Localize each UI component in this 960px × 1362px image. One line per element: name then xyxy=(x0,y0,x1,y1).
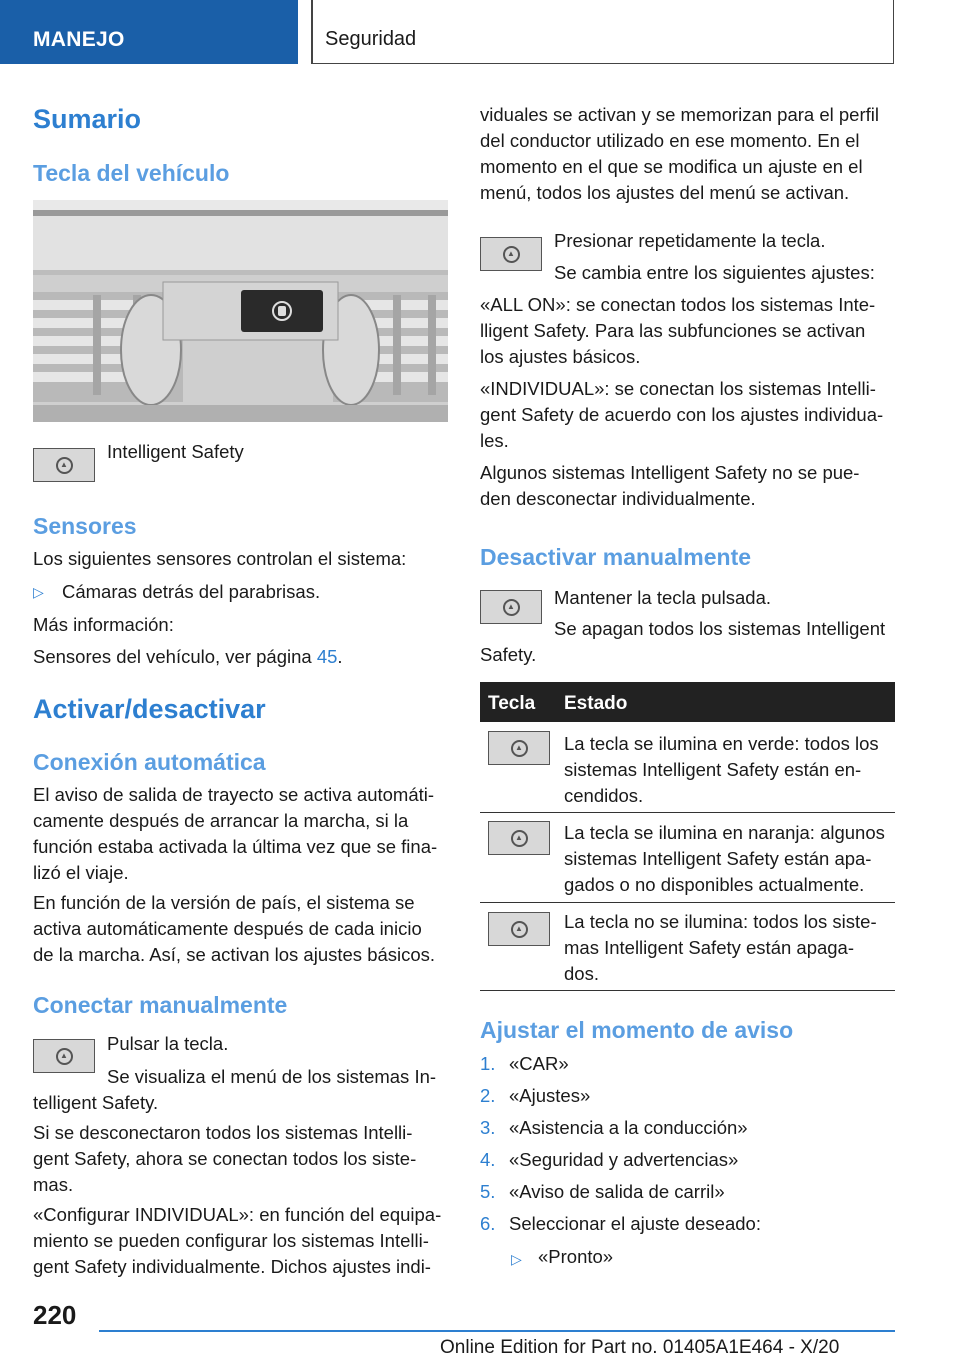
some-line-2: den desconectar individualmente. xyxy=(480,488,756,509)
step-number: 4. xyxy=(480,1149,496,1170)
table-row-3-line-1: La tecla no se ilumina: todos los siste‐ xyxy=(564,911,877,932)
auto-line-4: lizó el viaje. xyxy=(33,862,129,883)
table-bottom-border xyxy=(480,990,895,991)
right-air-vent xyxy=(323,292,448,405)
step-number: 3. xyxy=(480,1117,496,1138)
auto-p2-line-1: En función de la versión de país, el sistema se xyxy=(33,892,415,913)
press-line-1: Presionar repetidamente la tecla. xyxy=(554,230,826,251)
button-caption: Intelligent Safety xyxy=(107,441,244,462)
sensors-reference: Sensores del vehículo, ver página 45. xyxy=(33,646,343,667)
step-text: «Seguridad y advertencias» xyxy=(509,1149,739,1170)
sensors-text: Los siguientes sensores controlan el sistema: xyxy=(33,548,407,569)
step-text: «Ajustes» xyxy=(509,1085,591,1106)
table-row-1-line-1: La tecla se ilumina en verde: todos los xyxy=(564,733,879,754)
step-number: 2. xyxy=(480,1085,496,1106)
footer-rule xyxy=(99,1330,895,1332)
press-line-2: Se cambia entre los siguientes ajustes: xyxy=(554,262,875,283)
manual-p3-line-1: «Configurar INDIVIDUAL»: en función del equipa‐ xyxy=(33,1204,442,1225)
table-divider xyxy=(480,812,895,813)
manual-line-2: Se visualiza el menú de los sistemas In‐ xyxy=(107,1066,437,1087)
warning-time-heading: Ajustar el momento de aviso xyxy=(480,1017,794,1043)
cont-line-1: viduales se activan y se memorizan para el perfil xyxy=(480,104,879,125)
chapter-label: Seguridad xyxy=(325,28,417,50)
vehicle-key-illustration xyxy=(33,200,448,422)
more-info-label: Más información: xyxy=(33,614,174,635)
safety-button-icon: ▲ xyxy=(480,590,542,624)
step-text: «Aviso de salida de carril» xyxy=(509,1181,725,1202)
section-tab xyxy=(0,0,298,64)
step-text: Seleccionar el ajuste deseado: xyxy=(509,1213,761,1234)
auto-p2-line-2: activa automáticamente después de cada inicio xyxy=(33,918,422,939)
table-row-1-line-2: sistemas Intelligent Safety están en‐ xyxy=(564,759,862,780)
sensors-heading: Sensores xyxy=(33,513,137,539)
chapter-tab xyxy=(311,0,894,64)
auto-heading: Conexión automática xyxy=(33,749,266,775)
manual-line-3: telligent Safety. xyxy=(33,1092,159,1113)
manual-heading: Conectar manualmente xyxy=(33,992,288,1018)
indiv-line-3: les. xyxy=(480,430,509,451)
safety-button-icon: ▲ xyxy=(480,237,542,271)
step-text: «CAR» xyxy=(509,1053,569,1074)
cont-line-4: menú, todos los ajustes del menú se activan. xyxy=(480,182,850,203)
page-number: 220 xyxy=(33,1300,77,1330)
deactivate-heading: Desactivar manualmente xyxy=(480,544,752,570)
activate-heading: Activar/desactivar xyxy=(33,694,266,724)
left-air-vent xyxy=(33,292,183,405)
deact-line-1: Mantener la tecla pulsada. xyxy=(554,587,771,608)
manual-p2-line-2: gent Safety, ahora se conectan todos los siste‐ xyxy=(33,1148,417,1169)
sensors-item: Cámaras detrás del parabrisas. xyxy=(62,581,321,602)
some-line-1: Algunos sistemas Intelligent Safety no se pue‐ xyxy=(480,462,860,483)
auto-p2-line-3: de la marcha. Así, se activan los ajustes básicos. xyxy=(33,944,436,965)
subheading-key: Tecla del vehículo xyxy=(33,160,230,186)
manual-p2-line-1: Si se desconectaron todos los sistemas Intelli‐ xyxy=(33,1122,413,1143)
manual-p3-line-3: gent Safety individualmente. Dichos ajustes indi‐ xyxy=(33,1256,431,1277)
table-row-1-line-3: cendidos. xyxy=(564,785,644,806)
step-text: «Asistencia a la conducción» xyxy=(509,1117,748,1138)
safety-button-orange-icon: ▲ xyxy=(488,821,550,855)
cont-line-2: del conductor utilizado en ese momento. En el xyxy=(480,130,860,151)
safety-button-green-icon: ▲ xyxy=(488,731,550,765)
manual-p3-line-2: miento se pueden configurar los sistemas Intelli‐ xyxy=(33,1230,429,1251)
col-state-header: Estado xyxy=(564,693,628,714)
section-label: MANEJO xyxy=(33,28,125,51)
table-row-2-line-3: gados o no disponibles actualmente. xyxy=(564,874,865,895)
safety-button-icon: ▲ xyxy=(33,1039,95,1073)
page-title: Sumario xyxy=(33,104,142,134)
status-table-header xyxy=(480,682,895,722)
indiv-line-1: «INDIVIDUAL»: se conectan los sistemas Intelli‐ xyxy=(480,378,876,399)
step-number: 5. xyxy=(480,1181,496,1202)
auto-line-1: El aviso de salida de trayecto se activa automáti‐ xyxy=(33,784,435,805)
auto-line-3: función estaba activada la última vez que se fina‐ xyxy=(33,836,438,857)
allon-line-3: los ajustes básicos. xyxy=(480,346,641,367)
table-row-2-line-1: La tecla se ilumina en naranja: algunos xyxy=(564,822,885,843)
footer-edition: Online Edition for Part no. 01405A1E464 - X/20 xyxy=(440,1337,840,1358)
allon-line-2: lligent Safety. Para las subfunciones se activan xyxy=(480,320,866,341)
bullet-triangle-icon: ▷ xyxy=(33,584,44,600)
table-row-3-line-3: dos. xyxy=(564,963,599,984)
allon-line-1: «ALL ON»: se conectan todos los sistemas Inte‐ xyxy=(480,294,876,315)
sub-option: «Pronto» xyxy=(538,1246,614,1267)
manual-p2-line-3: mas. xyxy=(33,1174,74,1195)
deact-line-2: Se apagan todos los sistemas Intelligent xyxy=(554,618,886,639)
step-number: 1. xyxy=(480,1053,496,1074)
cont-line-3: momento en el que se modifica un ajuste en el xyxy=(480,156,863,177)
page-link[interactable]: 45 xyxy=(316,646,338,667)
bullet-triangle-icon: ▷ xyxy=(511,1251,522,1267)
manual-line-1: Pulsar la tecla. xyxy=(107,1033,229,1054)
table-row-3-line-2: mas Intelligent Safety están apaga‐ xyxy=(564,937,855,958)
step-number: 6. xyxy=(480,1213,496,1234)
indiv-line-2: gent Safety de acuerdo con los ajustes individua‐ xyxy=(480,404,884,425)
safety-button-off-icon: ▲ xyxy=(488,912,550,946)
safety-button-icon: ▲ xyxy=(33,448,95,482)
col-key-header: Tecla xyxy=(488,693,536,714)
table-row-2-line-2: sistemas Intelligent Safety están apa‐ xyxy=(564,848,872,869)
auto-line-2: camente después de arrancar la marcha, si la xyxy=(33,810,409,831)
deact-line-3: Safety. xyxy=(480,644,537,665)
table-divider xyxy=(480,902,895,903)
